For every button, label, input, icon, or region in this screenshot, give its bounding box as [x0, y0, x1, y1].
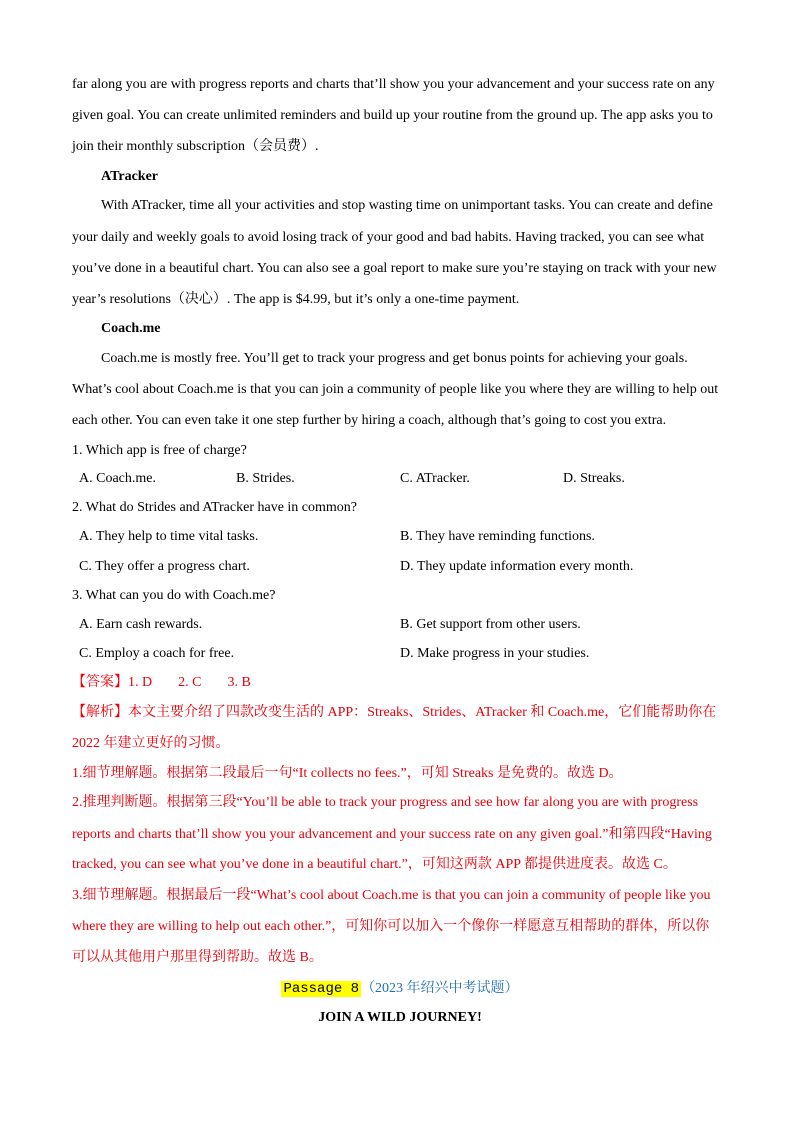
paragraph-line: far along you are with progress reports and charts that’ll show you your advancement and your success rate on any	[72, 77, 715, 92]
paragraph-line: you’ve done in a beautiful chart. You can also see a goal report to make sure you’re staying on track with your new	[72, 261, 717, 276]
answer-line	[72, 673, 251, 693]
section-heading-coachme: Coach.me	[101, 321, 161, 336]
analysis-line: 【解析】本文主要介绍了四款改变生活的 APP：Streaks、Strides、ATracker 和 Coach.me，它们能帮助你在	[72, 705, 717, 720]
question-option: D. They update information every month.	[400, 559, 634, 574]
question-stem: 3. What can you do with Coach.me?	[72, 588, 276, 603]
paragraph-line: your daily and weekly goals to avoid losing track of your good and bad habits. Having tracked, you can see what	[72, 230, 705, 245]
analysis-line: 3.细节理解题。根据最后一段“What’s cool about Coach.me is that you can join a community of people like you	[72, 888, 711, 903]
analysis-line: 可以从其他用户那里得到帮助。故选 B。	[72, 950, 323, 965]
passage-source: （2023 年绍兴中考试题）	[361, 981, 519, 996]
question-option: B. Strides.	[236, 471, 295, 486]
question-option: C. They offer a progress chart.	[79, 559, 250, 574]
paragraph-line: given goal. You can create unlimited reminders and build up your routine from the ground up. The app asks you to	[72, 108, 713, 123]
paragraph-line: year’s resolutions（决心）. The app is $4.99, but it’s only a one-time payment.	[72, 292, 520, 307]
answer-label: 【答案】	[72, 675, 128, 690]
question-stem: 2. What do Strides and ATracker have in common?	[72, 500, 358, 515]
analysis-line: 1.细节理解题。根据第二段最后一句“It collects no fees.”，可知 Streaks 是免费的。故选 D。	[72, 766, 623, 781]
question-option: D. Make progress in your studies.	[400, 646, 590, 661]
answer-item: 1. D	[128, 675, 153, 690]
question-option: A. They help to time vital tasks.	[79, 529, 259, 544]
passage-header	[0, 979, 800, 999]
analysis-line: tracked, you can see what you’ve done in a beautiful chart.”，可知这两款 APP 都提供进度表。故选 C。	[72, 857, 677, 872]
answer-item: 3. B	[227, 675, 251, 690]
section-heading-atracker: ATracker	[101, 169, 159, 184]
passage-title: JOIN A WILD JOURNEY!	[318, 1010, 482, 1025]
paragraph-line: With ATracker, time all your activities and stop wasting time on unimportant tasks. You can create and define	[101, 198, 713, 213]
analysis-line: where they are willing to help out each other.”，可知你可以加入一个像你一样愿意互相帮助的群体，所以你	[72, 919, 710, 934]
analysis-line: reports and charts that’ll show you your advancement and your success rate on any given goal.”和第四段“Having	[72, 827, 712, 842]
answer-item: 2. C	[178, 675, 202, 690]
question-option: D. Streaks.	[563, 471, 625, 486]
analysis-line: 2.推理判断题。根据第三段“You’ll be able to track your progress and see how far along you are with progress	[72, 795, 699, 810]
question-option: A. Earn cash rewards.	[79, 617, 203, 632]
paragraph-line: join their monthly subscription（会员费）.	[72, 139, 319, 154]
question-option: A. Coach.me.	[79, 471, 156, 486]
question-option: B. They have reminding functions.	[400, 529, 595, 544]
paragraph-line: each other. You can even take it one step further by hiring a coach, although that’s going to cost you extra.	[72, 413, 667, 428]
question-option: B. Get support from other users.	[400, 617, 581, 632]
paragraph-line: Coach.me is mostly free. You’ll get to track your progress and get bonus points for achieving your goals.	[101, 351, 688, 366]
question-stem: 1. Which app is free of charge?	[72, 443, 247, 458]
paragraph-line: What’s cool about Coach.me is that you can join a community of people like you where they are willing to help out	[72, 382, 719, 397]
question-option: C. ATracker.	[400, 471, 470, 486]
passage-label: Passage 8	[283, 981, 360, 997]
analysis-line: 2022 年建立更好的习惯。	[72, 736, 230, 751]
question-option: C. Employ a coach for free.	[79, 646, 235, 661]
